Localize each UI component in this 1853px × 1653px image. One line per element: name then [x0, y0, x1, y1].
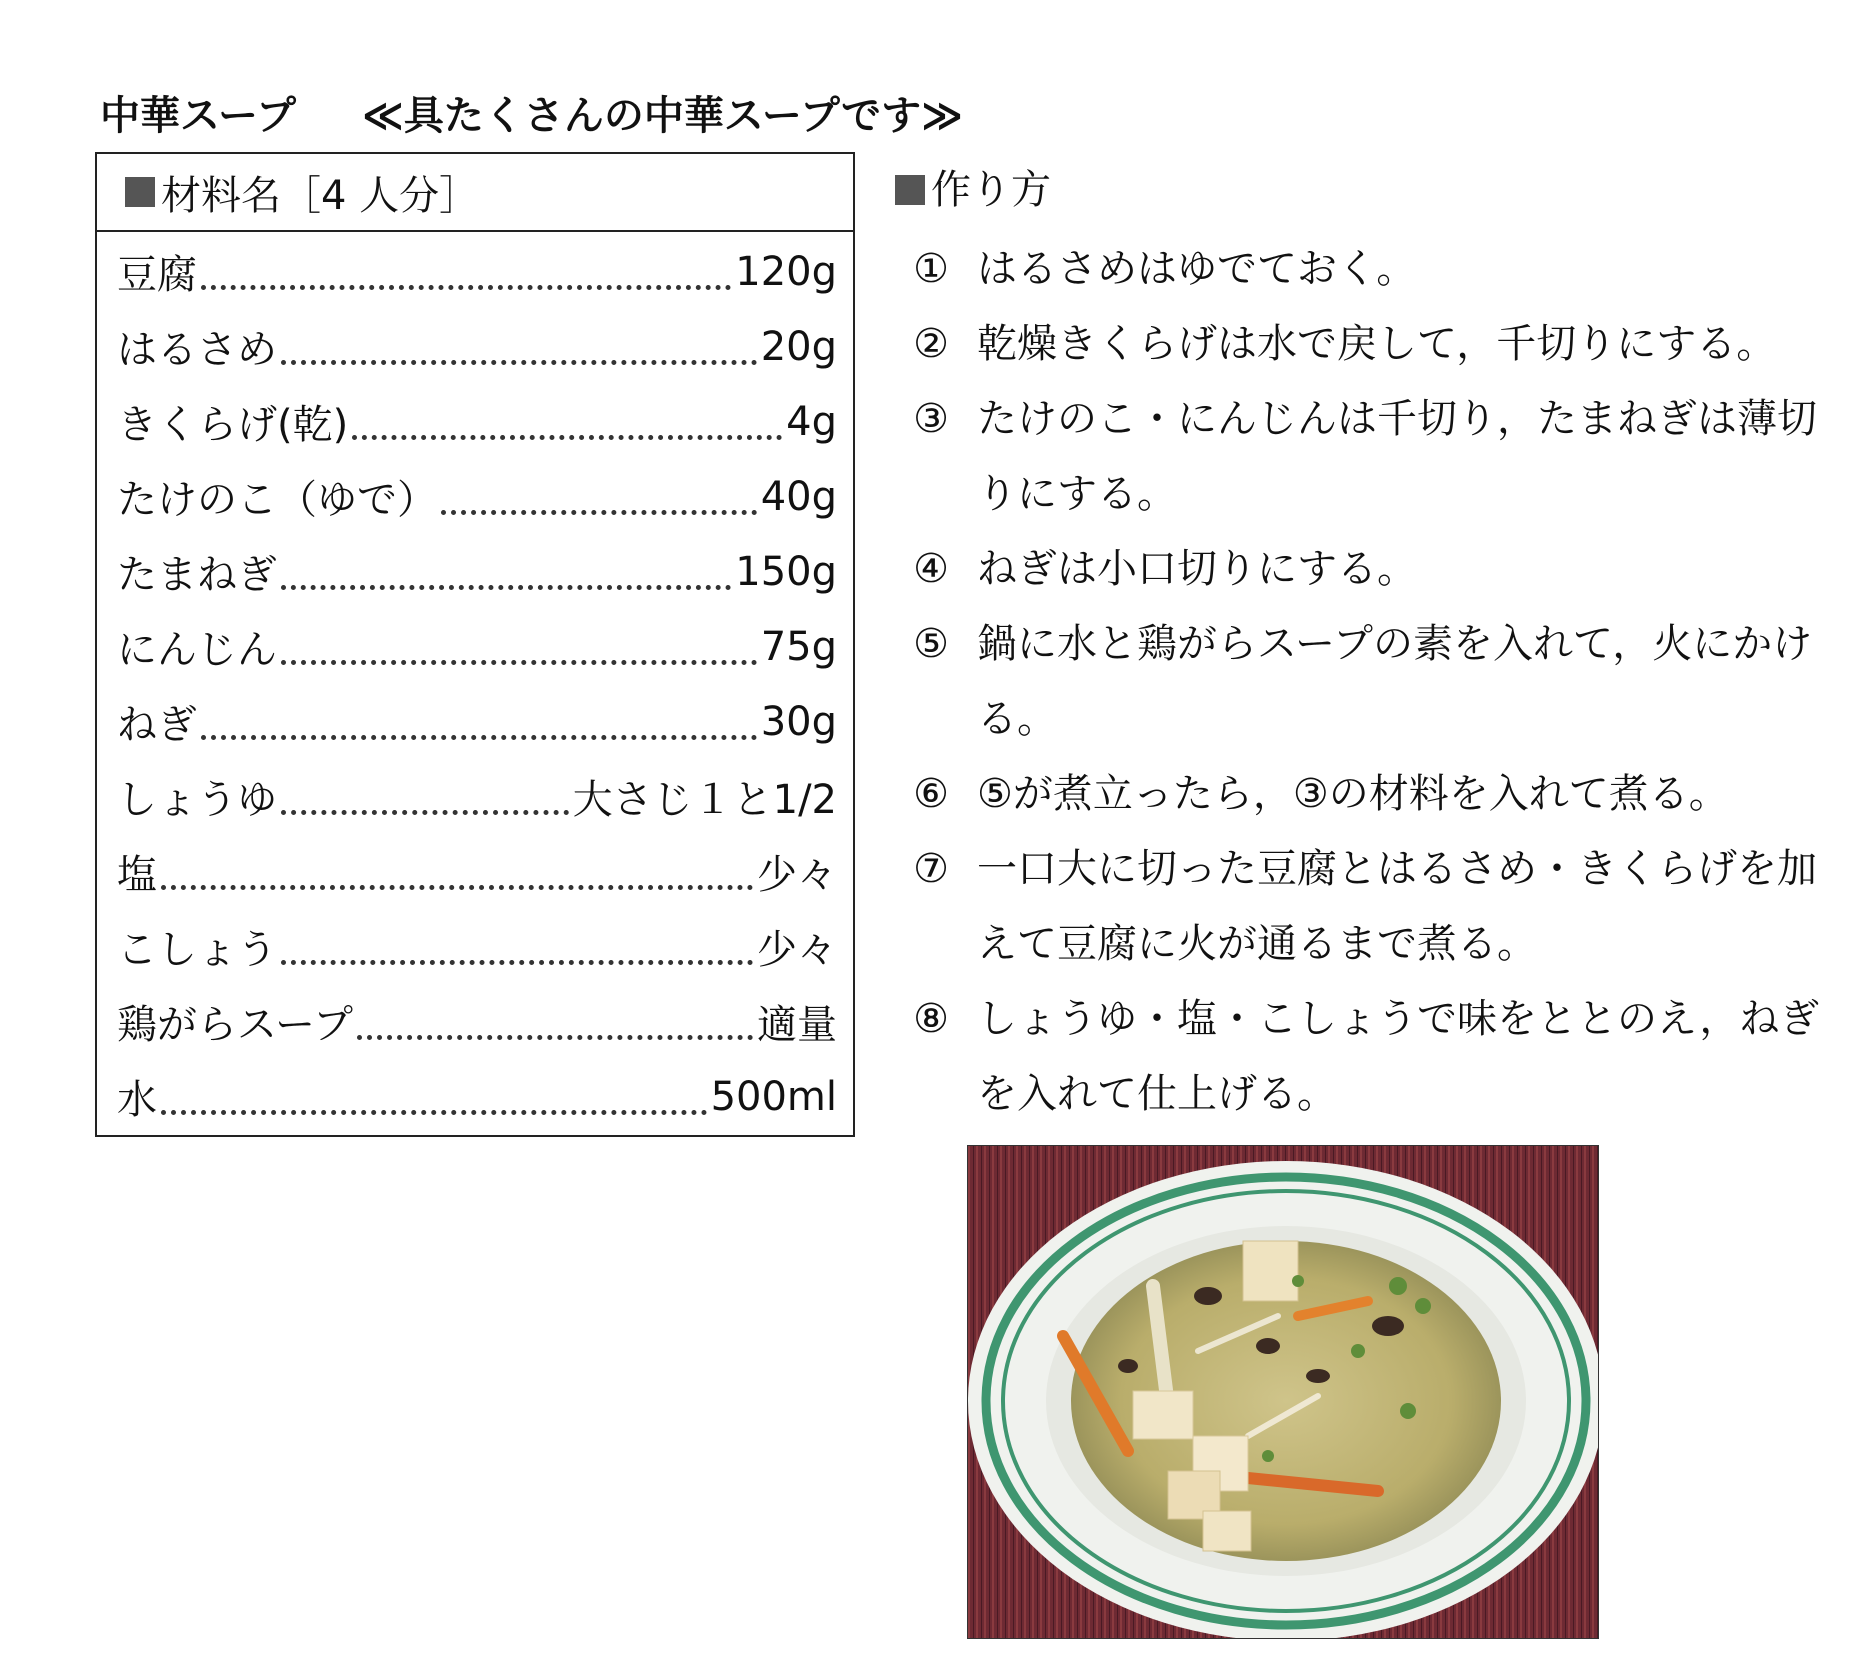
ingredient-amount: 4g — [786, 398, 837, 445]
leader-dots — [281, 779, 569, 815]
step-text: ⑤が煮立ったら，③の材料を入れて煮る。 — [977, 771, 1729, 817]
ingredient-amount: 500ml — [710, 1073, 837, 1120]
ingredient-row — [117, 384, 837, 459]
step-text: たけのこ・にんじんは千切り，たまねぎは薄切りにする。 — [977, 396, 1817, 517]
leader-dots — [281, 929, 753, 965]
leader-dots — [281, 329, 757, 365]
step-text: はるさめはゆでておく。 — [977, 246, 1417, 292]
ingredient-row — [117, 1059, 837, 1134]
recipe-name: 中華スープ — [100, 93, 296, 139]
method-step — [885, 607, 1845, 757]
method-steps — [885, 232, 1845, 1132]
ingredient-amount: 少々 — [757, 852, 837, 898]
ingredient-amount: 120g — [735, 248, 837, 295]
ingredient-row — [117, 459, 837, 534]
ingredient-name: 塩 — [117, 852, 157, 898]
method-step — [885, 232, 1845, 307]
step-number: ⑥ — [913, 771, 949, 817]
leader-dots — [161, 854, 753, 890]
ingredient-name: こしょう — [117, 927, 277, 973]
ingredient-row — [117, 909, 837, 984]
ingredients-table — [95, 152, 855, 1137]
ingredient-amount: 30g — [760, 698, 837, 745]
ingredient-row — [117, 834, 837, 909]
leader-dots — [201, 254, 731, 290]
step-number: ⑦ — [913, 846, 949, 892]
recipe-subtitle: ≪具たくさんの中華スープです≫ — [362, 93, 963, 139]
ingredient-row — [117, 234, 837, 309]
leader-dots — [281, 554, 731, 590]
square-bullet-icon — [895, 175, 925, 205]
method-step — [885, 307, 1845, 382]
step-number: ② — [913, 321, 949, 367]
ingredient-amount: 40g — [760, 473, 837, 520]
method-step — [885, 532, 1845, 607]
ingredient-amount: 大さじ１と1/2 — [572, 777, 837, 823]
step-number: ③ — [913, 396, 949, 442]
leader-dots — [352, 404, 782, 440]
leader-dots — [357, 1004, 753, 1040]
step-number: ⑧ — [913, 996, 949, 1042]
method-step — [885, 832, 1845, 982]
ingredient-name: 鶏がらスープ — [117, 1002, 353, 1048]
ingredient-amount: 75g — [760, 623, 837, 670]
ingredient-amount: 20g — [760, 323, 837, 370]
ingredient-name: 水 — [117, 1077, 157, 1123]
leader-dots — [441, 479, 757, 515]
step-text: 鍋に水と鶏がらスープの素を入れて，火にかける。 — [977, 621, 1813, 742]
method-header — [895, 160, 1051, 220]
soup-bowl-illustration — [968, 1146, 1598, 1638]
ingredient-amount: 少々 — [757, 927, 837, 973]
method-step — [885, 382, 1845, 532]
ingredients-heading: 材料名［4 人分］ — [161, 172, 480, 219]
ingredient-amount: 150g — [735, 548, 837, 595]
ingredient-name: 豆腐 — [117, 252, 197, 298]
ingredient-name: たまねぎ — [117, 552, 277, 598]
method-step — [885, 982, 1845, 1132]
ingredient-amount: 適量 — [757, 1002, 837, 1048]
step-number: ① — [913, 246, 949, 292]
ingredient-name: ねぎ — [117, 702, 197, 748]
ingredient-name: はるさめ — [117, 327, 277, 373]
step-text: しょうゆ・塩・こしょうで味をととのえ，ねぎを入れて仕上げる。 — [977, 996, 1820, 1117]
leader-dots — [281, 629, 757, 665]
ingredient-name: たけのこ（ゆで） — [117, 477, 437, 523]
step-text: ねぎは小口切りにする。 — [977, 546, 1417, 592]
ingredient-row — [117, 609, 837, 684]
ingredient-name: しょうゆ — [117, 777, 277, 823]
recipe-title — [100, 86, 963, 146]
method-step — [885, 757, 1845, 832]
ingredient-name: きくらげ(乾) — [117, 402, 349, 448]
ingredient-name: にんじん — [117, 627, 277, 673]
ingredient-row — [117, 984, 837, 1059]
step-number: ⑤ — [913, 621, 949, 667]
ingredient-row — [117, 534, 837, 609]
leader-dots — [201, 704, 757, 740]
ingredients-header — [97, 154, 853, 232]
ingredients-list — [97, 234, 853, 1134]
step-text: 一口大に切った豆腐とはるさめ・きくらげを加えて豆腐に火が通るまで煮る。 — [977, 846, 1817, 967]
step-number: ④ — [913, 546, 949, 592]
soup-bowl-photo — [967, 1145, 1599, 1639]
ingredient-row — [117, 759, 837, 834]
ingredient-row — [117, 309, 837, 384]
method-heading: 作り方 — [931, 167, 1051, 213]
ingredient-row — [117, 684, 837, 759]
leader-dots — [161, 1079, 707, 1115]
step-text: 乾燥きくらげは水で戻して，千切りにする。 — [977, 321, 1777, 367]
square-bullet-icon — [125, 177, 155, 207]
